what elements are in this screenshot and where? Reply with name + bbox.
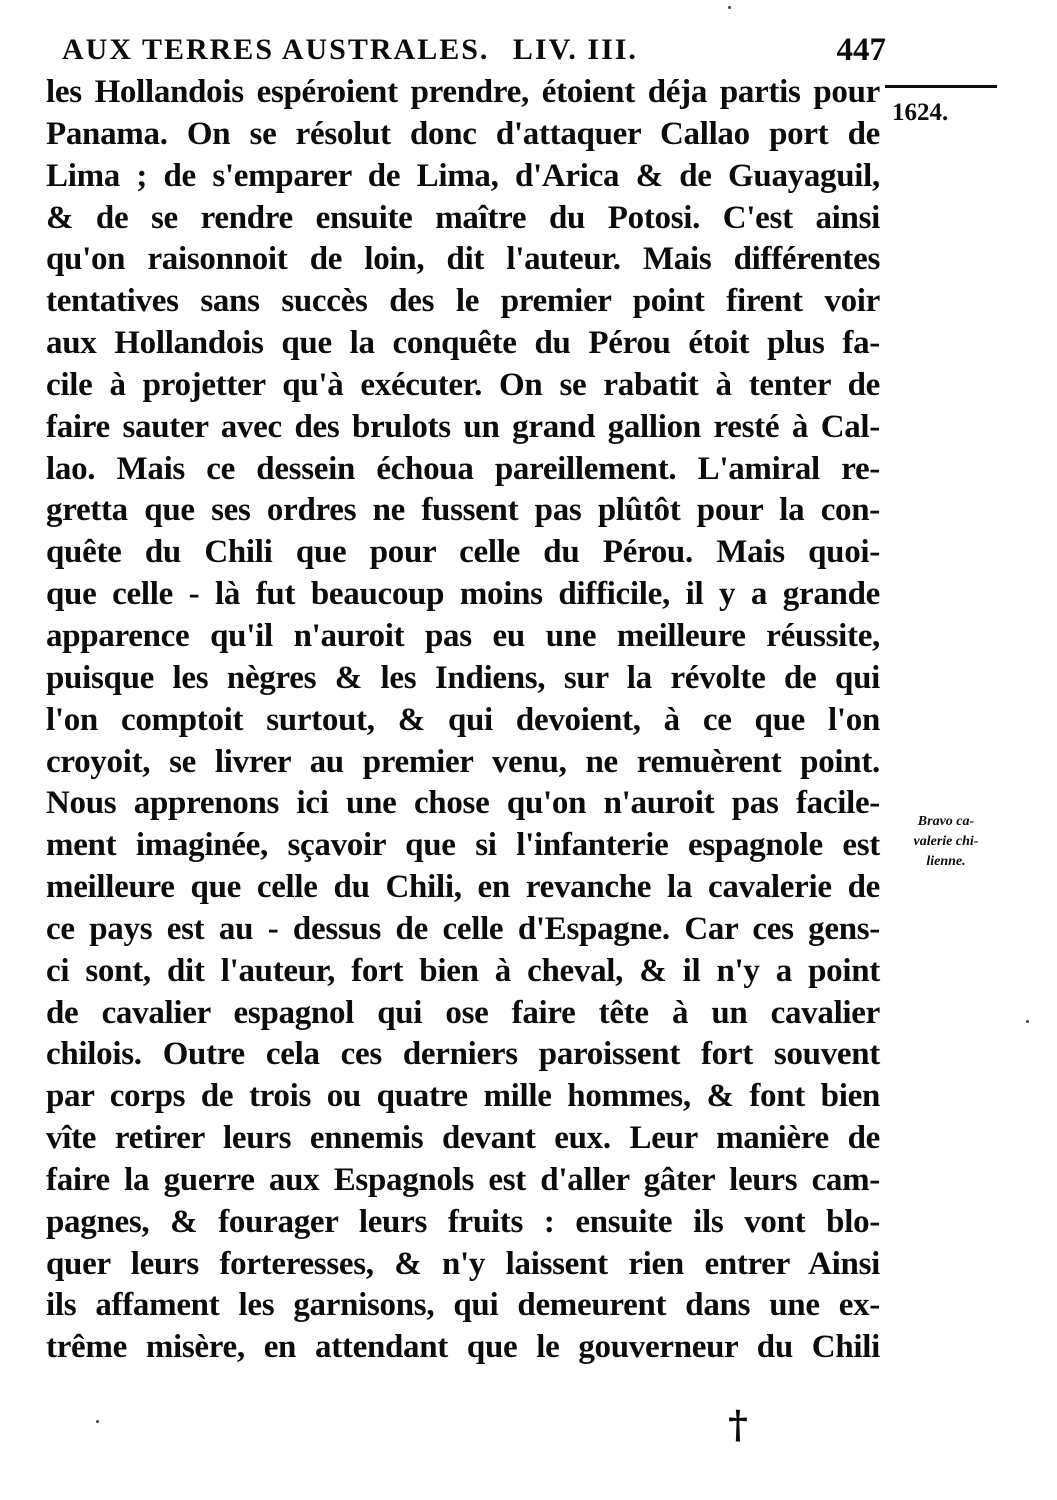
text-line: pagnes, & fourager leurs fruits : ensuite ils vont blo- [46,1203,880,1240]
text-line: Lima ; de s'emparer de Lima, d'Arica & de Guayaguil, [46,157,880,194]
text-line: faire la guerre aux Espagnols est d'aller gâter leurs cam- [46,1161,880,1198]
text-line: chilois. Outre cela ces derniers paroissent fort souvent [46,1036,880,1073]
text-line: Panama. On se résolut donc d'attaquer Callao port de [46,115,880,152]
text-line: qu'on raisonnoit de loin, dit l'auteur. Mais différentes [46,241,880,278]
text-line: croyoit, se livrer au premier venu, ne remuèrent point. [46,743,880,780]
margin-side-note [886,812,1006,872]
text-line: quer leurs forteresses, & n'y laissent rien entrer Ainsi [46,1245,880,1282]
ink-speck [1026,1020,1029,1023]
text-line: trême misère, en attendant que le gouverneur du Chili [46,1329,880,1366]
text-line: l'on comptoit surtout, & qui devoient, à ce que l'on [46,701,880,738]
text-line: cile à projetter qu'à exécuter. On se rabatit à tenter de [46,366,880,403]
text-line: ment imaginée, sçavoir que si l'infanterie espagnole est [46,827,880,864]
text-line: lao. Mais ce dessein échoua pareillement. L'amiral re- [46,450,880,487]
book-number: LIV. III. [512,33,638,66]
margin-rule [885,85,997,88]
text-line: ils affament les garnisons, qui demeurent dans une ex- [46,1287,880,1324]
text-line: gretta que ses ordres ne fussent pas plûtôt pour la con- [46,492,880,529]
text-line: aux Hollandois que la conquête du Pérou étoit plus fa- [46,325,880,362]
page-number: 447 [836,32,886,68]
running-title: AUX TERRES AUSTRALES. [62,33,490,66]
ink-speck [728,6,731,9]
text-line: de cavalier espagnol qui ose faire tête à un cavalier [46,994,880,1031]
text-line: les Hollandois espéroient prendre, étoient déja partis pour [46,74,880,110]
text-line: & de se rendre ensuite maître du Potosi. C'est ainsi [46,199,880,236]
text-line: puisque les nègres & les Indiens, sur la révolte de qui [46,659,880,696]
text-line: apparence qu'il n'auroit pas eu une meilleure réussite, [46,617,880,654]
signature-mark: † [728,1402,748,1447]
text-line: que celle - là fut beaucoup moins difficile, il y a grande [46,576,880,613]
running-head [62,30,886,70]
side-note-line: lienne. [926,854,966,869]
margin-year: 1624. [892,99,949,126]
text-line: ce pays est au - dessus de celle d'Espagne. Car ces gens- [46,910,880,947]
body-text [46,72,880,1369]
ink-speck [96,1420,99,1423]
text-line: tentatives sans succès des le premier point firent voir [46,283,880,320]
text-line: ci sont, dit l'auteur, fort bien à cheval, & il n'y a point [46,952,880,989]
text-line: meilleure que celle du Chili, en revanche la cavalerie de [46,869,880,906]
text-line: vîte retirer leurs ennemis devant eux. Leur manière de [46,1120,880,1157]
text-line: par corps de trois ou quatre mille hommes, & font bien [46,1078,880,1115]
side-note-line: valerie chi- [913,834,979,849]
text-line: quête du Chili que pour celle du Pérou. Mais quoi- [46,534,880,571]
side-note-line: Bravo ca- [917,814,975,829]
text-line: faire sauter avec des brulots un grand gallion resté à Cal- [46,408,880,445]
text-line: Nous apprenons ici une chose qu'on n'auroit pas facile- [46,785,880,822]
